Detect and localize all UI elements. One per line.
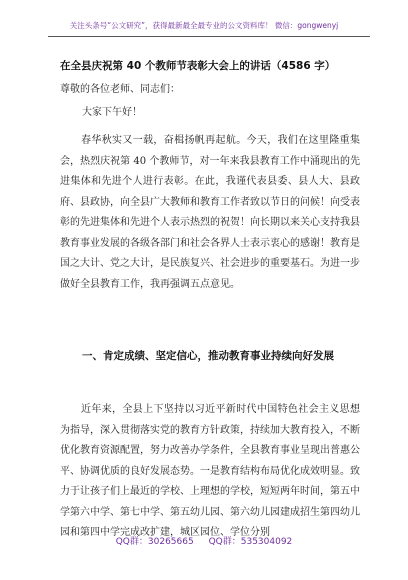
header-divider — [48, 36, 370, 37]
footer — [0, 534, 408, 547]
footer-qq-group-1: QQ群：30265665 — [115, 537, 194, 547]
promo-header: 关注头条号“公文研究”，获得最新最全最专业的公文资料库！ 微信：gongwenyj — [69, 21, 339, 30]
salutation: 尊敬的各位老师、同志们： — [60, 84, 180, 95]
footer-qq-group-2: QQ群：535304092 — [208, 537, 293, 547]
greeting: 大家下午好！ — [82, 107, 142, 118]
document-title: 在全县庆祝第 40 个教师节表彰大会上的讲话（4586 字） — [60, 60, 336, 72]
paragraph-section-1: 近年来，全县上下坚持以习近平新时代中国特色社会主义思想为指导，深入贯彻落实党的教育方针政策，持续加大教育投入，不断优化教育资源配置，努力改善办学条件，全县教育事业呈现出普惠公平、协调优质的良好发展态势。一是教育结构布局优化成效明显。致力于让孩子们上最近的学校、上理想的学校，短短两年时间，第五中学第六中学、第七中学、第五幼儿园、第六幼儿园建成招生第四幼儿园和第四中学完成改扩建，城区园位、学位分别 — [60, 404, 360, 538]
paragraph-intro: 春华秋实又一载，奋楫扬帆再起航。今天，我们在这里隆重集会，热烈庆祝第 40 个教师节，对一年来我县教育工作中涌现出的先进集体和先进个人进行表彰。在此，我谨代表县委、县人大、县政府、县政协，向全县广大教师和教育工作者致以节日的问候！向受表彰的先进集体和先进个人表示热烈的祝贺！向长期以来关心支持我县教育事业发展的各级各部门和社会各界人士表示衷心的感谢！教育是国之大计、党之大计，是民族复兴、社会进步的重要基石。为进一步做好全县教育工作，我再强调五点意见。 — [60, 135, 360, 290]
section-heading-1: 一、肯定成绩、坚定信心，推动教育事业持续向好发展 — [82, 350, 334, 362]
